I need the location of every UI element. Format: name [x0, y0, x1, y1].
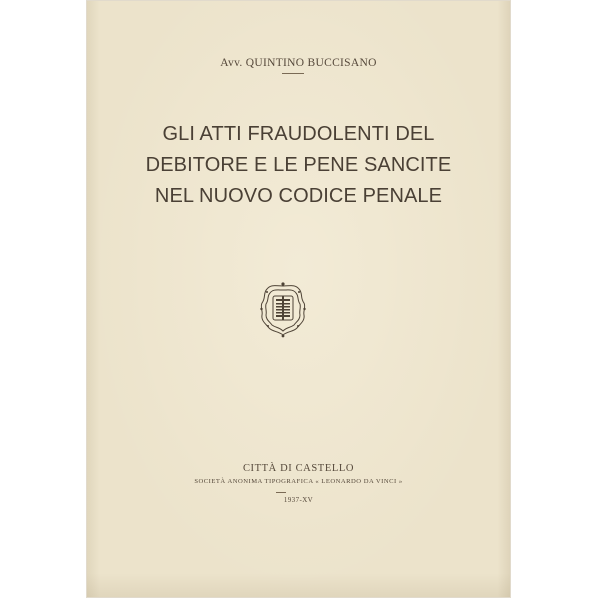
author-name: Avv. QUINTINO BUCCISANO	[220, 57, 377, 69]
title-line: DEBITORE E LE PENE SANCITE	[145, 154, 452, 176]
imprint-city: CITTÀ DI CASTELLO	[242, 463, 355, 474]
book-title	[87, 119, 510, 212]
title-line: GLI ATTI FRAUDOLENTI DEL	[162, 123, 435, 145]
book-cover	[87, 1, 510, 597]
imprint-year: 1937-XV	[283, 496, 314, 504]
author-divider	[282, 73, 304, 74]
title-line: NEL NUOVO CODICE PENALE	[154, 185, 443, 207]
imprint-divider	[276, 492, 286, 493]
imprint-printer: SOCIETÀ ANONIMA TIPOGRAFICA « LEONARDO DA VINCI »	[194, 478, 403, 485]
printer-mark-icon	[259, 280, 307, 338]
